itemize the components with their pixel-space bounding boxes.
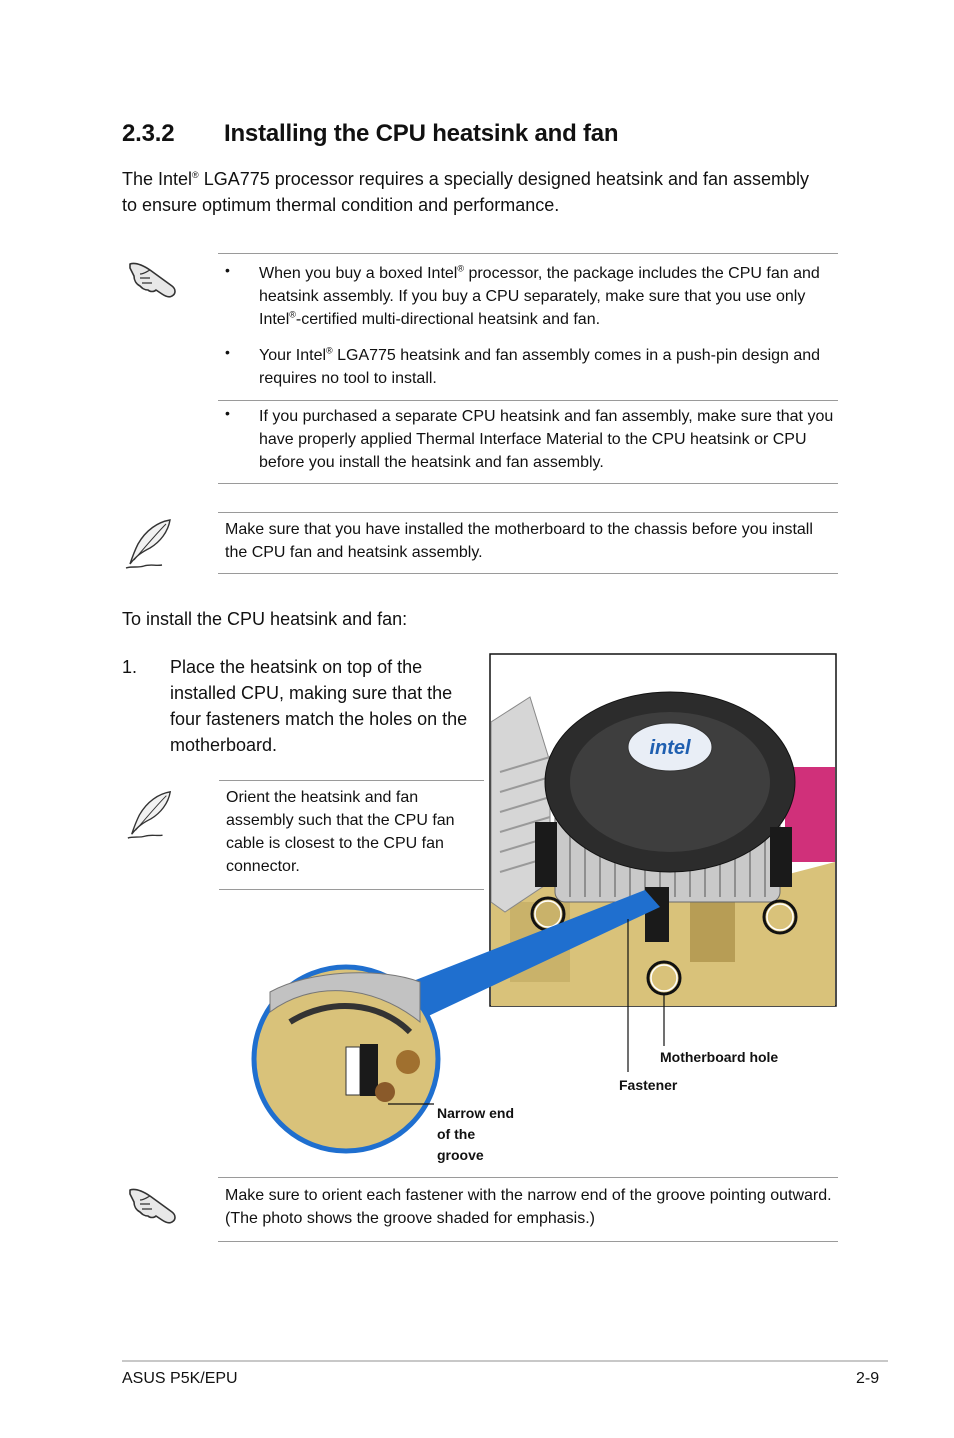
callout-fastener: Fastener	[619, 1077, 678, 1093]
hand-icon	[126, 256, 180, 300]
list-item	[225, 262, 837, 332]
divider	[218, 573, 838, 574]
callout-motherboard-hole: Motherboard hole	[660, 1049, 779, 1065]
bullet-marker: •	[225, 262, 230, 278]
list-item	[225, 344, 837, 390]
callout-narrow-end: Narrow end of the groove	[437, 1105, 515, 1163]
divider	[218, 253, 838, 254]
hand-icon	[126, 1182, 180, 1226]
divider	[218, 400, 838, 401]
section-heading	[122, 120, 618, 148]
section-title: Installing the CPU heatsink and fan	[224, 120, 619, 147]
divider	[218, 483, 838, 484]
step-text: Place the heatsink on top of the installed CPU, making sure that the four fasteners match the holes on the motherboard.	[170, 657, 468, 755]
intro-text: The Intel	[122, 169, 193, 189]
step-number: 1.	[122, 657, 138, 677]
divider	[218, 512, 838, 513]
section-number: 2.3.2	[122, 120, 175, 147]
divider	[218, 1177, 838, 1178]
note-text: Orient the heatsink and fan assembly such that the CPU fan cable is closest to the CPU fan connector.	[226, 789, 455, 875]
registered-mark: ®	[192, 170, 199, 180]
bullet-marker: •	[225, 405, 230, 421]
bullet-marker: •	[225, 344, 230, 360]
bullet-text: If you purchased a separate CPU heatsink and fan assembly, make sure that you have properly applied Thermal Interface Material to the CPU heatsink or CPU before you install the heatsink and fan assembly.	[259, 408, 834, 471]
intro-text: LGA775 processor requires a specially designed heatsink and fan assembly to ensure optimum thermal condition and performance.	[122, 169, 810, 215]
heatsink-installation-figure	[250, 652, 840, 1172]
note-text: Make sure to orient each fastener with the narrow end of the groove pointing outward. (The photo shows the groove shaded for emphasis.)	[225, 1187, 832, 1227]
intro-paragraph	[122, 166, 822, 218]
divider	[218, 1241, 838, 1242]
fan-label: intel	[649, 737, 691, 759]
procedure-intro: To install the CPU heatsink and fan:	[122, 609, 408, 629]
footer-page-number: 2-9	[856, 1370, 880, 1387]
bullet-text: Your Intel® LGA775 heatsink and fan assembly comes in a push-pin design and requires no tool to install.	[259, 345, 821, 387]
bullet-text: When you buy a boxed Intel® processor, the package includes the CPU fan and heatsink assembly. If you buy a CPU separately, make sure that you use only Intel®-certified multi-directional heatsink and fan.	[259, 263, 820, 328]
footer-rule	[122, 1360, 888, 1362]
note-text: Make sure that you have installed the motherboard to the chassis before you install the CPU fan and heatsink assembly.	[225, 521, 813, 561]
quill-pen-icon	[122, 516, 176, 570]
quill-pen-icon	[124, 788, 176, 840]
list-item	[225, 405, 837, 475]
footer-product: ASUS P5K/EPU	[122, 1370, 238, 1387]
